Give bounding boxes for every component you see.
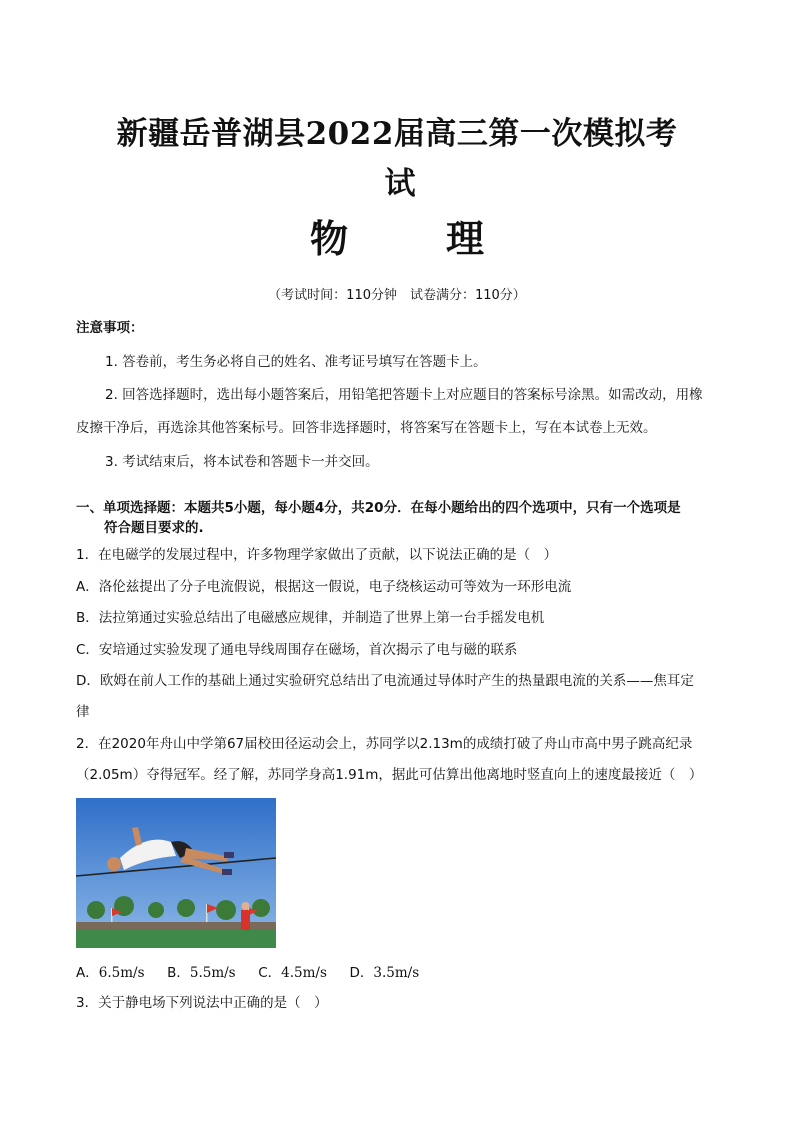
q2-option-c-value: 4.5m/s: [281, 965, 327, 981]
q1-option-d-line1: D．欧姆在前人工作的基础上通过实验研究总结出了电流通过导体时产生的热量跟电流的关系——焦耳定: [76, 673, 694, 689]
section1-heading-line1: 一、单项选择题：本题共5小题，每小题4分，共20分．在每小题给出的四个选项中，只有一个选项是: [76, 500, 681, 516]
notice-item-1: 1. 答卷前，考生务必将自己的姓名、准考证号填写在答题卡上。: [105, 354, 487, 370]
notice-item-3: 3. 考试结束后，将本试卷和答题卡一并交回。: [105, 454, 379, 470]
q1-option-b: B．法拉第通过实验总结出了电磁感应规律，并制造了世界上第一台手摇发电机: [76, 610, 545, 626]
exam-title-line2: 试: [384, 166, 416, 202]
exam-info: （考试时间：110分钟 试卷满分：110分）: [268, 288, 526, 303]
notice-heading: 注意事项：: [76, 320, 144, 336]
subject-title: 物 理: [309, 216, 514, 261]
section1-heading-line2: 符合题目要求的.: [104, 520, 204, 536]
q2-option-d-label: D．: [349, 965, 374, 981]
notice-item-2-line2: 皮擦干净后，再选涂其他答案标号。回答非选择题时，将答案写在答题卡上，写在本试卷上无效。: [76, 420, 657, 436]
q2-option-a-label: A．: [76, 965, 99, 981]
q1-option-d-line2: 律: [76, 704, 90, 720]
q2-option-c-label: C．: [258, 965, 282, 981]
q2-option-a-value: 6.5m/s: [98, 965, 145, 981]
q1-option-a: A．洛伦兹提出了分子电流假说，根据这一假说，电子绕核运动可等效为一环形电流: [76, 579, 572, 595]
q1-option-c: C．安培通过实验发现了通电导线周围存在磁场，首次揭示了电与磁的联系: [76, 642, 518, 658]
q2-options: [76, 963, 419, 983]
high-jump-photo: [76, 798, 276, 948]
q3-stem: 3．关于静电场下列说法中正确的是（ ）: [76, 995, 328, 1011]
q2-option-b-label: B．: [167, 965, 190, 981]
notice-item-2-line1: 2. 回答选择题时，选出每小题答案后，用铅笔把答题卡上对应题目的答案标号涂黑。如需改动，用橡: [105, 387, 703, 403]
q2-stem-line2: （2.05m）夺得冠军。经了解，苏同学身高1.91m，据此可估算出他离地时竖直向上的速度最接近（ ）: [76, 767, 703, 783]
q2-option-d-value: 3.5m/s: [373, 965, 420, 981]
exam-title-line1: 新疆岳普湖县2022届高三第一次模拟考: [116, 116, 678, 152]
q1-stem: 1．在电磁学的发展过程中，许多物理学家做出了贡献，以下说法正确的是（ ）: [76, 547, 558, 563]
q2-stem-line1: 2．在2020年舟山中学第67届校田径运动会上，苏同学以2.13m的成绩打破了舟山市高中男子跳高纪录: [76, 736, 693, 752]
q2-option-b-value: 5.5m/s: [189, 965, 236, 981]
